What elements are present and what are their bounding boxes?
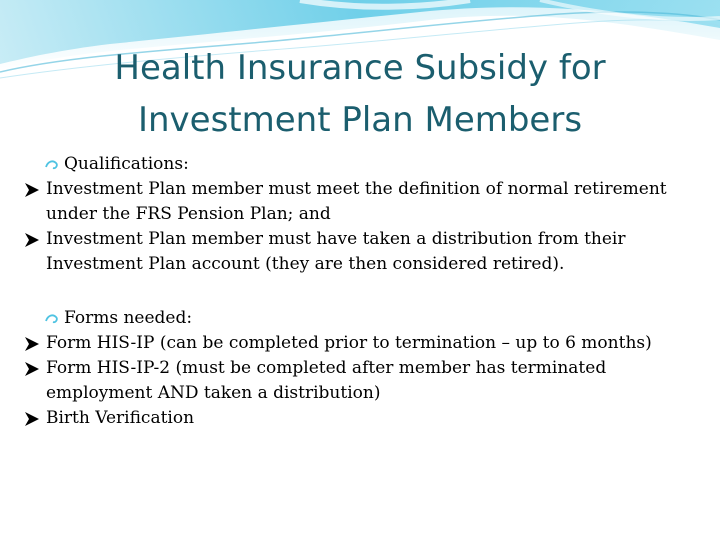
list-item-text: Investment Plan member must meet the definition of normal retirement under the FRS Pension Plan; and bbox=[46, 179, 667, 224]
slide-title bbox=[60, 42, 660, 146]
list-item bbox=[22, 406, 684, 431]
curl-bullet-icon bbox=[44, 306, 60, 331]
list-item-text: Birth Verification bbox=[46, 408, 195, 428]
arrow-bullet-icon bbox=[22, 356, 42, 381]
list-item-text: Form HIS-IP-2 (must be completed after member has terminated employment AND taken a distribution) bbox=[46, 358, 607, 403]
slide-body bbox=[44, 152, 684, 431]
section-heading bbox=[44, 306, 684, 331]
slide-title-line-2: Investment Plan Members bbox=[137, 100, 583, 140]
section-heading-text: Forms needed: bbox=[64, 308, 193, 328]
arrow-bullet-icon bbox=[22, 177, 42, 202]
list-item bbox=[22, 331, 684, 356]
slide-title-line-1: Health Insurance Subsidy for bbox=[114, 48, 606, 88]
list-item bbox=[22, 356, 684, 406]
list-item-text: Investment Plan member must have taken a distribution from their Investment Plan account (they are then considered retired). bbox=[46, 229, 626, 274]
curl-bullet-icon bbox=[44, 152, 60, 177]
section-qualifications bbox=[44, 152, 684, 277]
section-heading-text: Qualifications: bbox=[64, 154, 189, 174]
arrow-bullet-icon bbox=[22, 406, 42, 431]
list-item bbox=[22, 227, 684, 277]
list-item-text: Form HIS-IP (can be completed prior to termination – up to 6 months) bbox=[46, 333, 652, 353]
section-heading bbox=[44, 152, 684, 177]
arrow-bullet-icon bbox=[22, 227, 42, 252]
list-item bbox=[22, 177, 684, 227]
arrow-bullet-icon bbox=[22, 331, 42, 356]
section-forms-needed bbox=[44, 306, 684, 431]
